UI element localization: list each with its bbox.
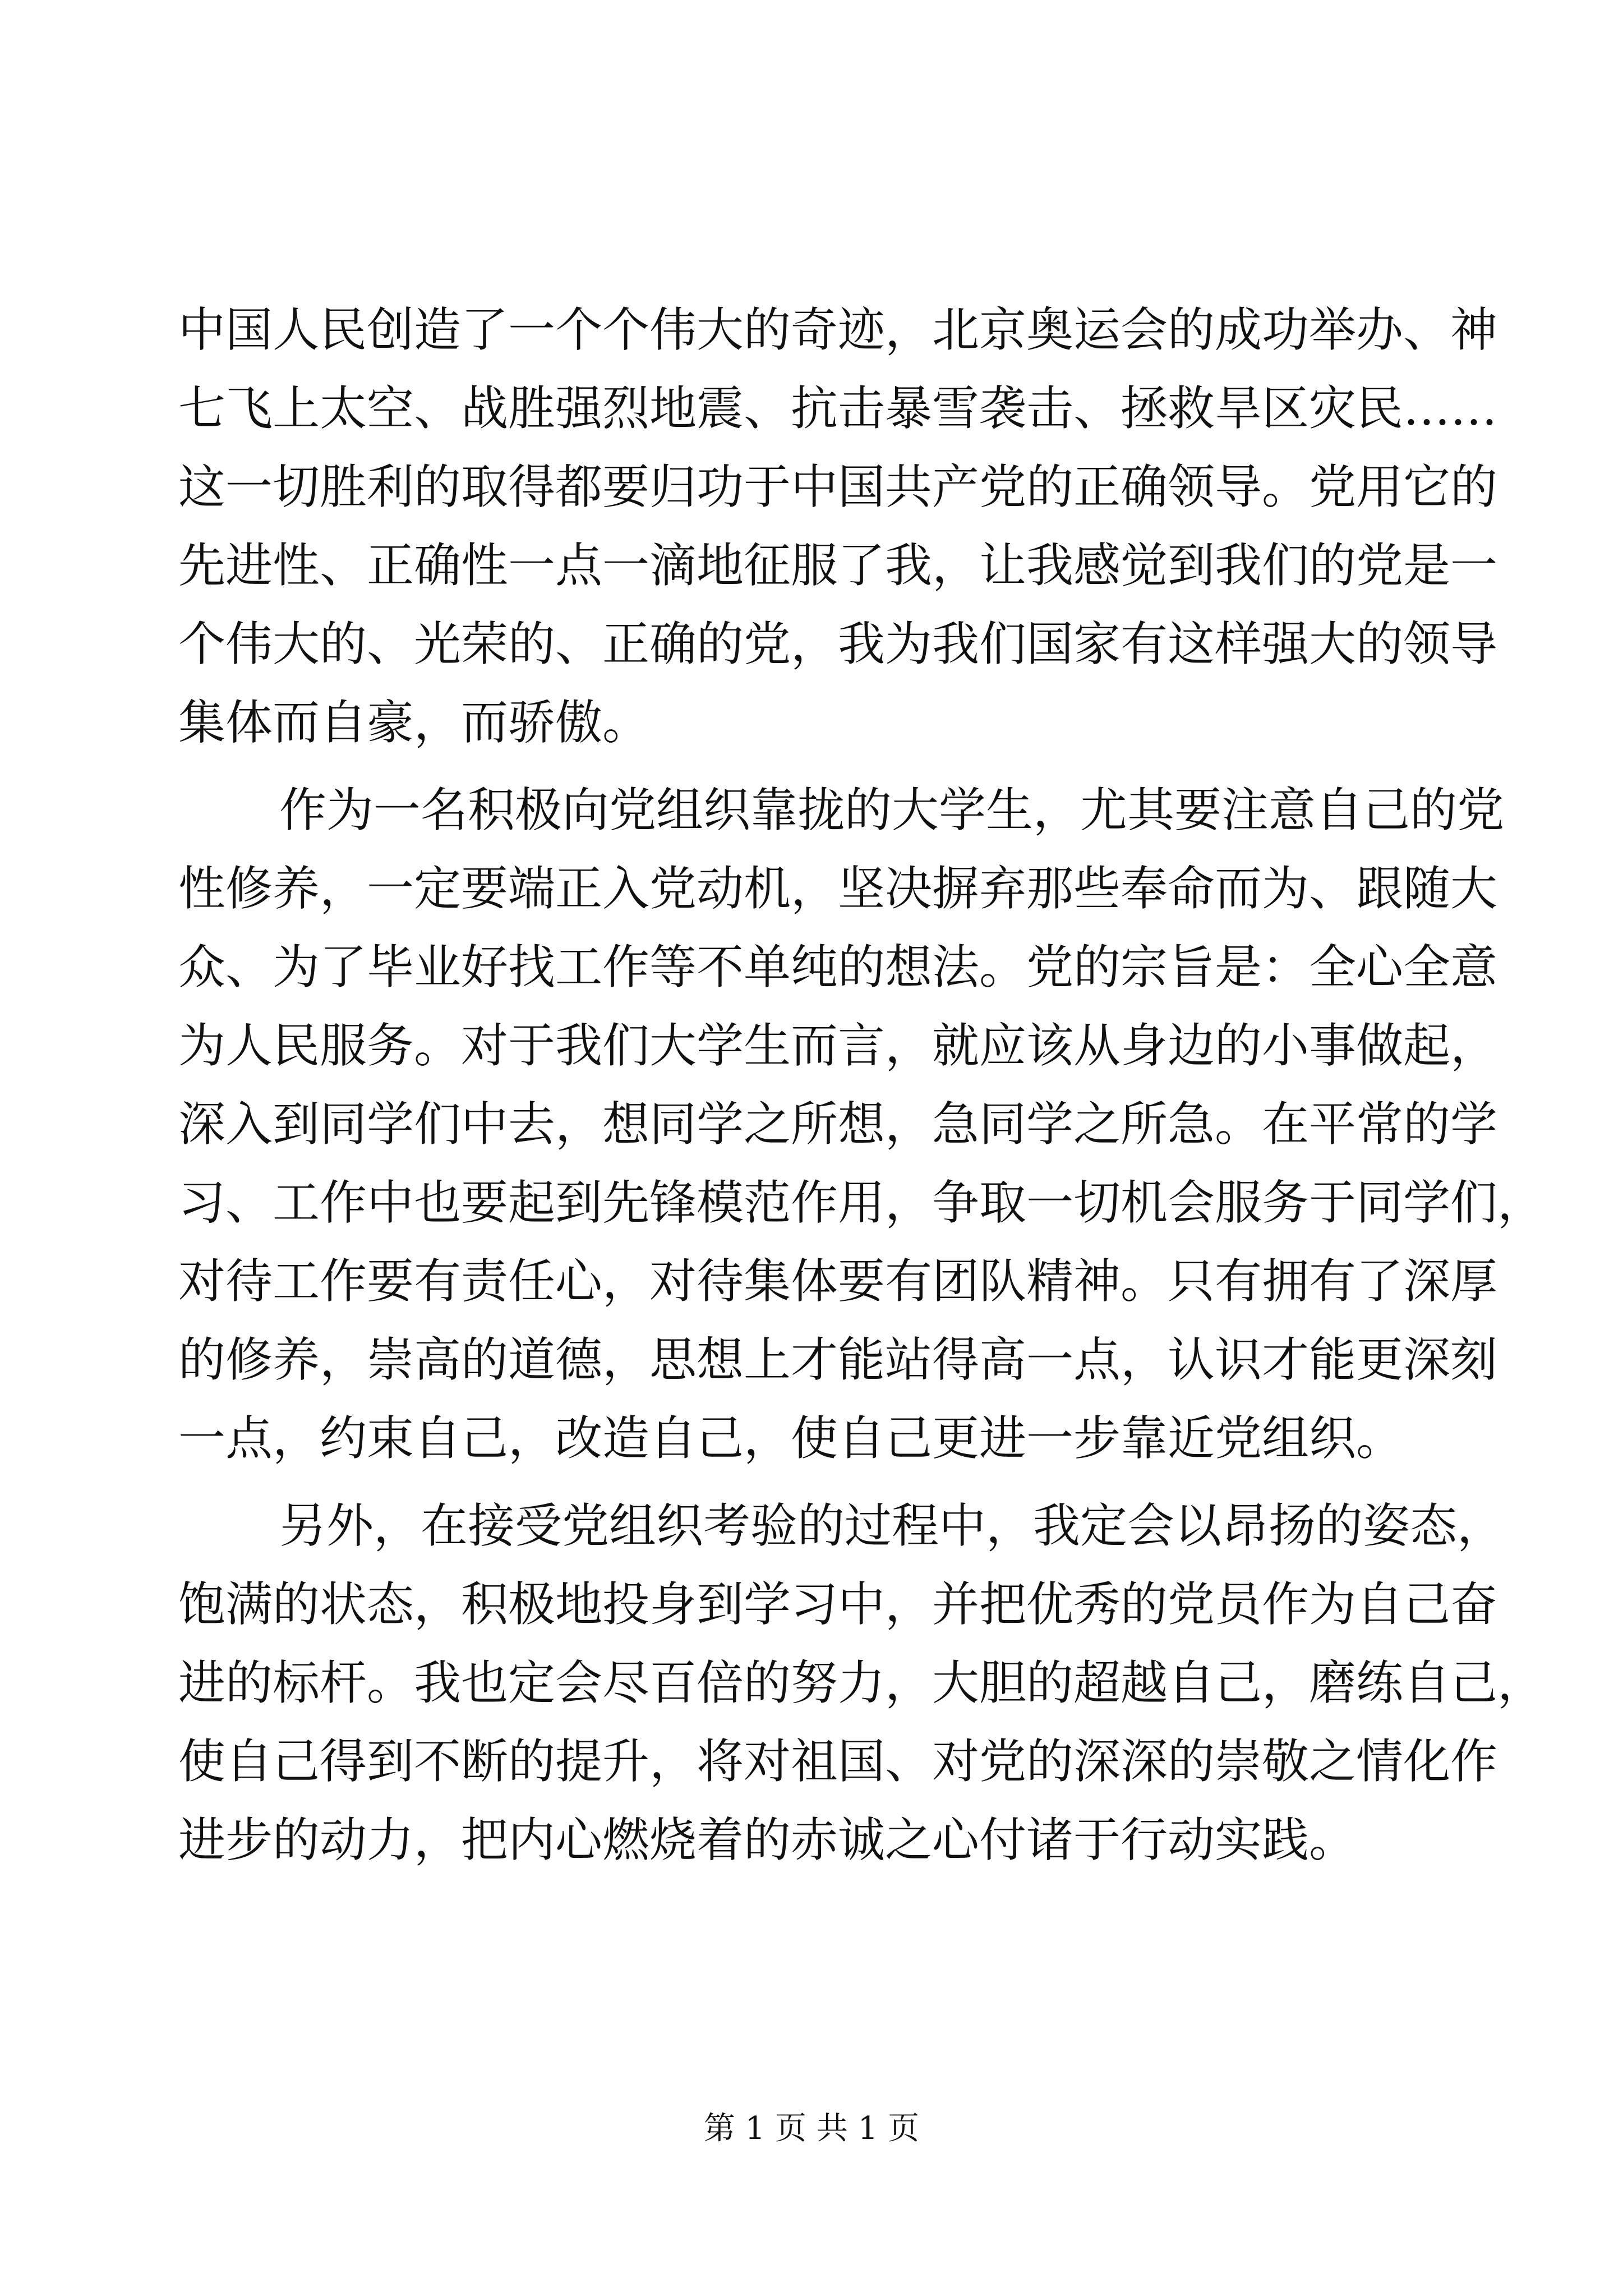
text-line: 这一切胜利的取得都要归功于中国共产党的正确领导。党用它的 [178, 459, 1498, 514]
text-line: 习、工作中也要起到先锋模范作用，争取一切机会服务于同学们， [178, 1175, 1545, 1230]
page-number-label: 第 1 页 共 1 页 [703, 2110, 920, 2147]
paragraph-3 [178, 1487, 1545, 1879]
paragraph-1 [178, 291, 1498, 762]
text-line: 性修养，一定要端正入党动机，坚决摒弃那些奉命而为、跟随大 [178, 861, 1498, 916]
text-line: 进步的动力，把内心燃烧着的赤诚之心付诸于行动实践。 [178, 1812, 1357, 1867]
text-line: 集体而自豪，而骄傲。 [178, 695, 650, 750]
text-line: 作为一名积极向党组织靠拢的大学生，尤其要注意自己的党 [279, 783, 1505, 838]
text-line: 一点，约束自己，改造自己，使自己更进一步靠近党组织。 [178, 1411, 1404, 1466]
text-line: 七飞上太空、战胜强烈地震、抗击暴雪袭击、拯救旱区灾民…… [178, 381, 1498, 436]
text-line: 个伟大的、光荣的、正确的党，我为我们国家有这样强大的领导 [178, 616, 1498, 671]
paragraph-spacer [178, 762, 1440, 771]
text-line: 饱满的状态，积极地投身到学习中，并把优秀的党员作为自己奋 [178, 1577, 1498, 1632]
text-line: 使自己得到不断的提升，将对祖国、对党的深深的崇敬之情化作 [178, 1734, 1498, 1789]
text-line: 进的标杆。我也定会尽百倍的努力，大胆的超越自己，磨练自己， [178, 1655, 1545, 1710]
text-line: 为人民服务。对于我们大学生而言，就应该从身边的小事做起， [178, 1018, 1498, 1073]
text-line: 另外，在接受党组织考验的过程中，我定会以昂扬的姿态， [279, 1498, 1505, 1553]
paragraph-2 [178, 771, 1545, 1478]
text-line: 深入到同学们中去，想同学之所想，急同学之所急。在平常的学 [178, 1097, 1498, 1152]
paragraph-spacer [178, 1478, 1440, 1487]
text-line: 的修养，崇高的道德，思想上才能站得高一点，认识才能更深刻 [178, 1332, 1498, 1387]
page-footer [0, 2109, 1623, 2148]
text-line: 众、为了毕业好找工作等不单纯的想法。党的宗旨是：全心全意 [178, 940, 1498, 995]
text-line: 中国人民创造了一个个伟大的奇迹，北京奥运会的成功举办、神 [178, 302, 1498, 357]
document-body [178, 291, 1545, 1879]
text-line: 对待工作要有责任心，对待集体要有团队精神。只有拥有了深厚 [178, 1254, 1498, 1309]
text-line: 先进性、正确性一点一滴地征服了我，让我感觉到我们的党是一 [178, 538, 1498, 593]
